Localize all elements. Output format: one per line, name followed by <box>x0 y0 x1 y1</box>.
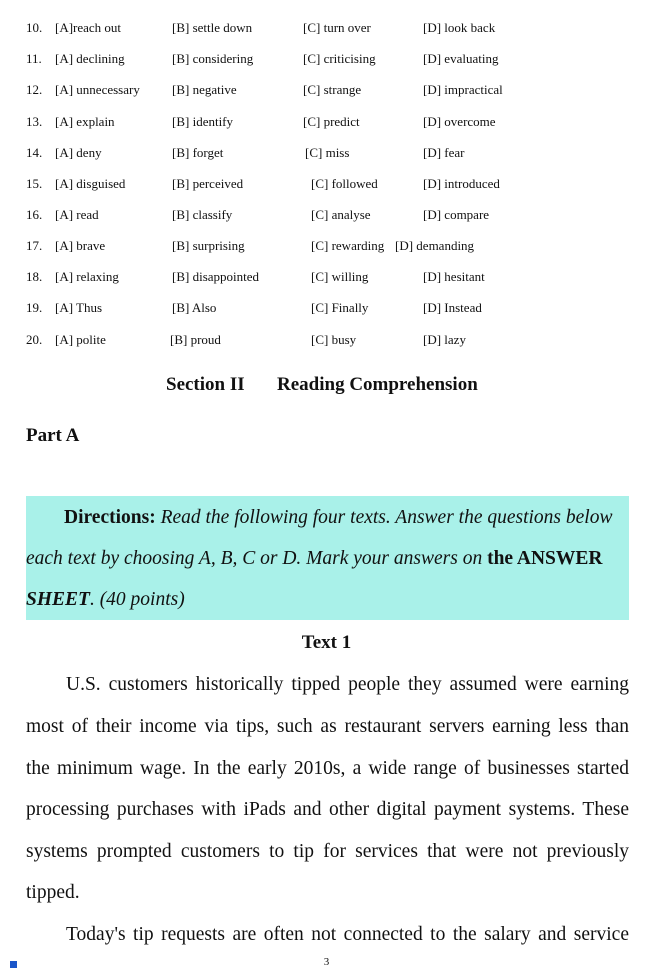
option-a: [A] deny <box>55 145 102 160</box>
section-subtitle: Reading Comprehension <box>277 374 478 395</box>
option-d: [D] overcome <box>423 114 496 129</box>
option-d: [D] lazy <box>423 332 466 347</box>
directions-line <box>26 587 629 613</box>
directions-text: each text by choosing A, B, C or D. Mark your answers on <box>26 548 488 569</box>
paragraph-line: U.S. customers historically tipped people they assumed were earning <box>66 674 629 695</box>
option-c: [C] rewarding <box>311 238 385 253</box>
page-number: 3 <box>323 956 330 968</box>
paragraph-line: the minimum wage. In the early 2010s, a wide range of businesses started <box>26 758 629 779</box>
answer-sheet-emphasis: SHEET <box>26 589 90 610</box>
question-number: 10. <box>26 20 43 35</box>
text-title: Text 1 <box>301 632 352 653</box>
option-b: [B] proud <box>170 332 221 347</box>
paragraph-line: Today's tip requests are often not connected to the salary and service <box>66 924 629 945</box>
question-number: 14. <box>26 145 43 160</box>
option-a: [A] read <box>55 207 99 222</box>
directions-text: . (40 points) <box>89 589 185 610</box>
option-a: [A] polite <box>55 332 106 347</box>
option-d: [D] look back <box>423 20 496 35</box>
option-b: [B] negative <box>172 82 237 97</box>
option-c: [C] followed <box>311 176 378 191</box>
paragraph-line: tipped. <box>26 882 80 903</box>
directions-line <box>26 546 629 572</box>
question-number: 17. <box>26 238 43 253</box>
question-number: 20. <box>26 332 43 347</box>
question-row <box>0 80 653 100</box>
question-row <box>0 330 653 350</box>
question-number: 16. <box>26 207 43 222</box>
option-b: [B] perceived <box>172 176 244 191</box>
option-d: [D] evaluating <box>423 51 499 66</box>
option-b: [B] forget <box>172 145 224 160</box>
option-c: [C] busy <box>311 332 357 347</box>
question-number: 11. <box>26 51 42 66</box>
paragraph-line: systems prompted customers to tip for services that were not previously <box>26 841 629 862</box>
question-number: 19. <box>26 300 43 315</box>
section-name: Section II <box>166 374 245 395</box>
answer-sheet-emphasis: the ANSWER <box>487 548 603 569</box>
option-a: [A] relaxing <box>55 269 119 284</box>
directions-box <box>26 496 629 620</box>
option-b: [B] settle down <box>172 20 253 35</box>
option-d: [D] Instead <box>423 300 482 315</box>
option-a: [A] Thus <box>55 300 103 315</box>
option-a: [A] unnecessary <box>55 82 140 97</box>
option-a: [A] explain <box>55 114 115 129</box>
question-row <box>0 18 653 38</box>
option-c: [C] miss <box>305 145 350 160</box>
option-d: [D] introduced <box>423 176 500 191</box>
directions-text: Read the following four texts. Answer the questions below <box>155 507 613 528</box>
question-row <box>0 298 653 318</box>
corner-marker-icon <box>10 961 17 968</box>
directions-label: Directions: <box>64 507 156 528</box>
option-c: [C] Finally <box>311 300 369 315</box>
option-d: [D] hesitant <box>423 269 485 284</box>
option-a: [A] brave <box>55 238 106 253</box>
part-title: Part A <box>26 425 80 446</box>
paragraph-line: most of their income via tips, such as restaurant servers earning less than <box>26 716 629 737</box>
question-number: 12. <box>26 82 43 97</box>
option-c: [C] turn over <box>303 20 371 35</box>
option-b: [B] Also <box>172 300 217 315</box>
question-row <box>0 112 653 132</box>
option-c: [C] strange <box>303 82 362 97</box>
option-b: [B] classify <box>172 207 233 222</box>
question-row <box>0 267 653 287</box>
question-row <box>0 174 653 194</box>
paragraph-line: processing purchases with iPads and other digital payment systems. These <box>26 799 629 820</box>
option-c: [C] predict <box>303 114 360 129</box>
option-d: [D] compare <box>423 207 490 222</box>
question-row <box>0 205 653 225</box>
directions-line <box>64 505 629 531</box>
option-d: [D] demanding <box>395 238 475 253</box>
option-d: [D] impractical <box>423 82 503 97</box>
option-a: [A] disguised <box>55 176 126 191</box>
option-c: [C] willing <box>311 269 369 284</box>
option-c: [C] analyse <box>311 207 371 222</box>
option-b: [B] disappointed <box>172 269 260 284</box>
option-b: [B] identify <box>172 114 234 129</box>
option-d: [D] fear <box>423 145 465 160</box>
question-number: 13. <box>26 114 43 129</box>
option-c: [C] criticising <box>303 51 376 66</box>
option-a: [A] declining <box>55 51 125 66</box>
question-row <box>0 49 653 69</box>
option-b: [B] considering <box>172 51 254 66</box>
question-number: 18. <box>26 269 43 284</box>
question-row <box>0 143 653 163</box>
option-b: [B] surprising <box>172 238 245 253</box>
question-row <box>0 236 653 256</box>
question-number: 15. <box>26 176 43 191</box>
option-a: [A]reach out <box>55 20 122 35</box>
